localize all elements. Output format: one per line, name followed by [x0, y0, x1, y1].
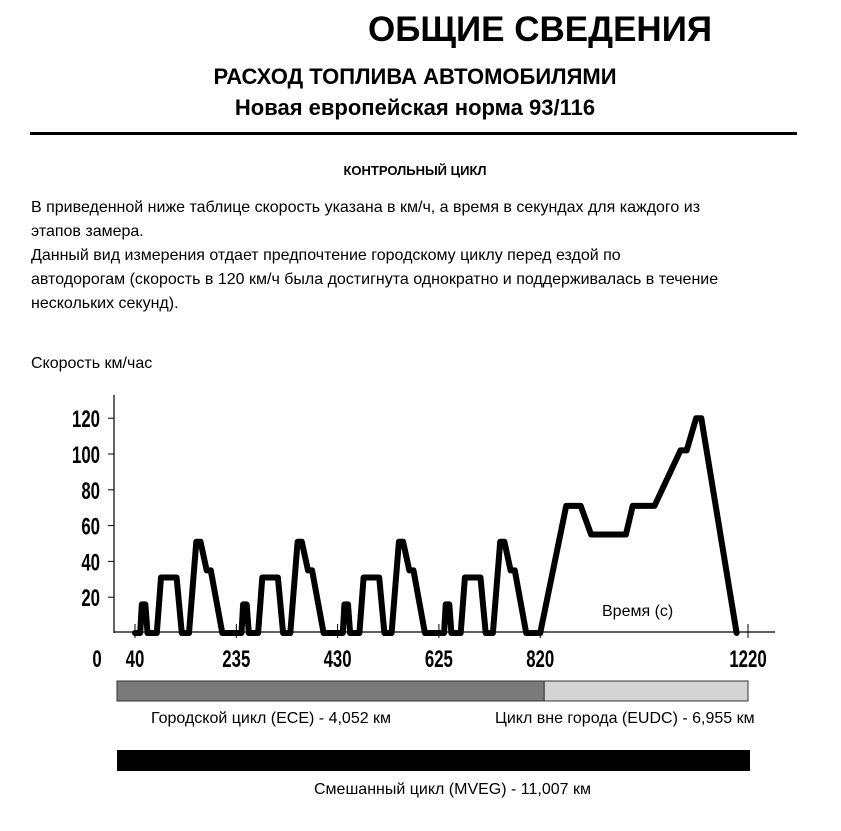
extra-urban-cycle-label: Цикл вне города (EUDC) - 6,955 км [495, 710, 755, 727]
x-tick-label: 235 [222, 646, 251, 673]
urban-cycle-bar [117, 681, 544, 701]
extra-urban-cycle-bar [544, 681, 748, 701]
paragraph-line: автодорогам (скорость в 120 км/ч была достигнута однократно и поддерживалась в течение [31, 271, 719, 288]
paragraph-line: В приведенной ниже таблице скорость указана в км/ч, а время в секундах для каждого из [31, 199, 701, 216]
y-tick-label: 100 [71, 442, 100, 469]
y-tick-label: 40 [81, 549, 100, 577]
x-tick-label: 40 [125, 646, 145, 673]
subtitle: РАСХОД ТОПЛИВА АВТОМОБИЛЯМИ [213, 64, 617, 89]
paragraph-line: нескольких секунд). [31, 295, 179, 312]
urban-cycle-label: Городской цикл (ECE) - 4,052 км [151, 710, 392, 727]
combined-cycle-label: Смешанный цикл (MVEG) - 11,007 км [314, 781, 591, 798]
x-axis-label: Время (с) [602, 603, 674, 620]
y-axis-label: Скорость км/час [31, 355, 153, 372]
combined-cycle-bar [117, 750, 750, 771]
y-tick-label: 60 [81, 513, 100, 541]
x-tick-label: 625 [424, 646, 453, 673]
x-tick-label: 0 [92, 646, 102, 673]
x-tick-label: 430 [323, 646, 352, 673]
paragraph-line: этапов замера. [31, 223, 144, 240]
speed-series-line [135, 418, 737, 633]
paragraph-line: Данный вид измерения отдает предпочтение городскому циклу перед ездой по [31, 247, 621, 264]
section-heading: КОНТРОЛЬНЫЙ ЦИКЛ [343, 163, 487, 178]
y-tick-label: 80 [81, 477, 100, 505]
y-tick-label: 20 [81, 585, 100, 612]
y-tick-label: 120 [71, 406, 100, 433]
x-tick-label: 820 [526, 646, 555, 673]
subtitle-norm: Новая европейская норма 93/116 [234, 95, 596, 120]
page-title: ОБЩИЕ СВЕДЕНИЯ [367, 10, 713, 49]
x-tick-label: 1220 [729, 646, 767, 673]
